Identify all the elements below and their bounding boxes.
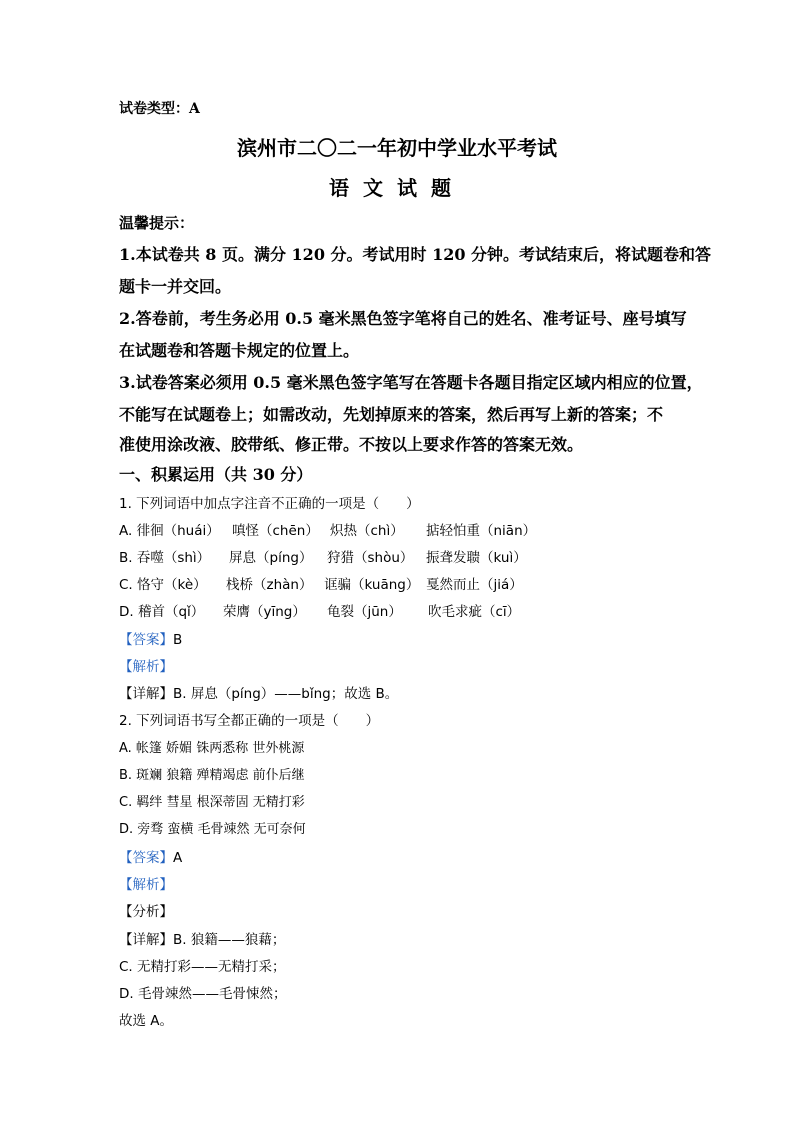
q1-option-b-4: 振聋发聩（kuì）	[426, 550, 527, 566]
q2-fenxi-label: 【分析】	[119, 904, 173, 920]
exam-subtitle: 语文试题	[329, 176, 465, 200]
q2-option: B. 斑斓 狼籍 殚精竭虑 前仆后继	[119, 768, 305, 783]
q1-option-d-2: 荣膺（yīng）	[223, 604, 306, 620]
tips-line: 在试题卷和答题卡规定的位置上。	[119, 341, 360, 360]
q1-option-d-1: D. 稽首（qǐ）	[119, 604, 205, 620]
q1-option-c-2: 栈桥（zhàn）	[226, 577, 313, 593]
q2-detail: C. 无精打彩——无精打采；	[119, 959, 286, 975]
tips-line: 3.试卷答案必须用 0.5 毫米黑色签字笔写在答题卡各题目指定区域内相应的位置，	[119, 373, 703, 392]
answer-value: A	[173, 850, 183, 866]
answer-value: B	[173, 632, 183, 648]
q1-option-b-3: 狩猎（shòu）	[327, 550, 414, 566]
q1-option-a-1: A. 徘徊（huái）	[119, 523, 220, 539]
answer-label: 【答案】	[119, 850, 173, 866]
q1-analysis-label: 【解析】	[119, 659, 173, 675]
q2-option: A. 帐篷 娇媚 铢两悉称 世外桃源	[119, 741, 305, 756]
q1-option-c-4: 戛然而止（jiá）	[426, 577, 523, 593]
q2-stem: 2. 下列词语书写全都正确的一项是（ ）	[119, 713, 380, 729]
q2-detail: 【详解】B. 狼籍——狼藉；	[119, 932, 286, 948]
q2-detail: D. 毛骨竦然——毛骨悚然；	[119, 986, 287, 1002]
tips-line: 准使用涂改液、胶带纸、修正带。不按以上要求作答的答案无效。	[119, 435, 584, 454]
tips-line: 1.本试卷共 8 页。满分 120 分。考试用时 120 分钟。考试结束后，将试题卷和答	[119, 245, 712, 264]
q1-detail: 【详解】B. 屏息（píng）——bǐng；故选 B。	[119, 686, 399, 702]
tips-line: 题卡一并交回。	[119, 277, 232, 296]
q1-option-b-1: B. 吞噬（shì）	[119, 550, 211, 566]
q1-option-d-4: 吹毛求疵（cī）	[428, 604, 521, 620]
q1-option-a-4: 掂轻怕重（niān）	[426, 523, 537, 539]
q2-analysis-label: 【解析】	[119, 877, 173, 893]
q2-answer	[119, 846, 182, 866]
tips-line: 不能写在试题卷上；如需改动，先划掉原来的答案，然后再写上新的答案；不	[119, 405, 664, 424]
q1-answer	[119, 628, 182, 648]
q2-option: D. 旁骛 蛮横 毛骨竦然 无可奈何	[119, 822, 306, 837]
q2-detail: 故选 A。	[119, 1013, 174, 1029]
q1-option-a-2: 嗔怪（chēn）	[232, 523, 319, 539]
paper-type: 试卷类型：A	[119, 101, 200, 117]
tips-heading: 温馨提示：	[119, 214, 195, 232]
q1-option-c-3: 诓骗（kuāng）	[324, 577, 420, 593]
q1-option-d-3: 龟裂（jūn）	[327, 604, 402, 620]
section-heading: 一、积累运用（共 30 分）	[119, 465, 313, 484]
exam-title: 滨州市二〇二一年初中学业水平考试	[237, 136, 557, 160]
q2-option: C. 羁绊 彗星 根深蒂固 无精打彩	[119, 795, 305, 810]
q1-option-c-1: C. 恪守（kè）	[119, 577, 207, 593]
q1-option-a-3: 炽热（chì）	[330, 523, 404, 539]
answer-label: 【答案】	[119, 632, 173, 648]
q1-option-b-2: 屏息（píng）	[229, 550, 313, 566]
tips-line: 2.答卷前，考生务必用 0.5 毫米黑色签字笔将自己的姓名、准考证号、座号填写	[119, 309, 687, 328]
q1-stem: 1. 下列词语中加点字注音不正确的一项是（ ）	[119, 496, 420, 512]
